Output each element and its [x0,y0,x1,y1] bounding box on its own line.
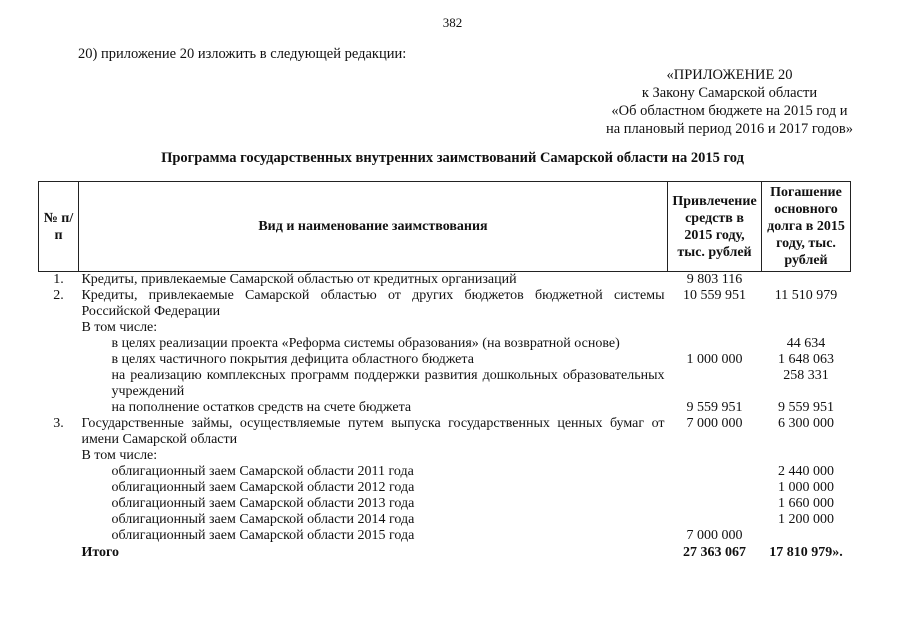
annex-line-2: к Закону Самарской области [641,85,818,101]
row-number [39,512,79,528]
row-attraction [668,368,762,400]
row-number: 3. [53,416,64,431]
header-repayment: Погашение основного долга в 2015 году, тыс. рублей [762,182,851,272]
table-row [39,352,851,368]
row-repayment [762,320,851,336]
row-name: Кредиты, привлекаемые Самарской областью от других бюджетов бюджетной системы Российской Федерации [81,288,665,319]
table-row [39,464,851,480]
row-repayment [762,448,851,464]
row-name: В том числе: [81,448,158,463]
row-repayment: 44 634 [786,336,826,351]
annex-line-3: «Об областном бюджете на 2015 год и [611,103,848,119]
row-name: В том числе: [81,320,158,335]
annex-line-1: «ПРИЛОЖЕНИЕ 20 [666,67,793,83]
total-attraction: 27 363 067 [683,545,746,560]
row-number [39,368,79,400]
header-number: № п/п [39,182,79,272]
table-row [39,480,851,496]
table-row [39,336,851,352]
row-name: в целях реализации проекта «Реформа системы образования» (на возвратной основе) [111,336,620,351]
total-spacer [39,544,79,561]
header-attraction: Привлечение средств в 2015 году, тыс. рублей [668,182,762,272]
row-number [39,400,79,416]
table-row [39,320,851,336]
annex-heading [606,66,853,138]
row-name: облигационный заем Самарской области 2015 года [111,528,415,543]
row-name: облигационный заем Самарской области 2012 года [111,480,415,495]
row-repayment [762,528,851,544]
header-name: Вид и наименование заимствования [78,182,667,272]
row-number [39,320,79,336]
table-header-row [39,182,851,272]
row-repayment: 1 200 000 [778,512,834,527]
row-repayment: 1 000 000 [778,480,834,495]
row-number [39,448,79,464]
row-attraction: 9 803 116 [686,272,743,287]
row-attraction: 1 000 000 [686,352,743,367]
table-row [39,368,851,400]
row-repayment: 2 440 000 [778,464,834,479]
row-number [39,528,79,544]
page-number: 382 [442,15,463,30]
row-repayment: 9 559 951 [778,400,834,415]
row-number [39,352,79,368]
row-repayment [762,272,851,289]
row-number [39,480,79,496]
row-repayment: 258 331 [783,368,829,383]
total-label: Итого [81,545,120,560]
table-row [39,288,851,320]
table-row [39,512,851,528]
table-row [39,528,851,544]
row-attraction [668,336,762,352]
row-name: на реализацию комплексных программ поддержки развития дошкольных образовательных учреждений [111,368,665,399]
row-number [39,336,79,352]
row-attraction: 7 000 000 [686,416,743,431]
table-row [39,448,851,464]
row-name: облигационный заем Самарской области 2014 года [111,512,415,527]
table-row [39,272,851,289]
row-name: облигационный заем Самарской области 2013 года [111,496,415,511]
row-attraction: 10 559 951 [683,288,746,303]
row-name: на пополнение остатков средств на счете бюджета [111,400,412,415]
row-attraction: 7 000 000 [686,528,743,543]
table-row [39,400,851,416]
row-attraction [668,496,762,512]
row-attraction [668,512,762,528]
borrowing-program-table [38,181,851,561]
intro-text: 20) приложение 20 изложить в следующей редакции: [78,46,407,62]
row-name: Кредиты, привлекаемые Самарской областью от кредитных организаций [81,272,517,287]
row-number [39,464,79,480]
row-repayment: 6 300 000 [778,416,834,431]
document-title: Программа государственных внутренних заимствований Самарской области на 2015 год [161,150,744,166]
total-repayment: 17 810 979». [769,545,843,560]
row-attraction [668,320,762,336]
row-attraction [668,480,762,496]
row-number: 2. [53,288,64,303]
table-row [39,416,851,448]
row-name: в целях частичного покрытия дефицита областного бюджета [111,352,474,367]
row-attraction [668,448,762,464]
total-row [39,544,851,561]
row-number: 1. [53,272,64,287]
annex-line-4: на плановый период 2016 и 2017 годов» [605,121,853,137]
row-repayment: 11 510 979 [774,288,838,303]
row-name: облигационный заем Самарской области 2011 года [111,464,414,479]
row-name: Государственные займы, осуществляемые путем выпуска государственных ценных бумаг от имени Самарской области [81,416,665,447]
row-attraction [668,464,762,480]
row-repayment: 1 648 063 [778,352,834,367]
row-attraction: 9 559 951 [686,400,743,415]
row-number [39,496,79,512]
table-row [39,496,851,512]
row-repayment: 1 660 000 [778,496,834,511]
